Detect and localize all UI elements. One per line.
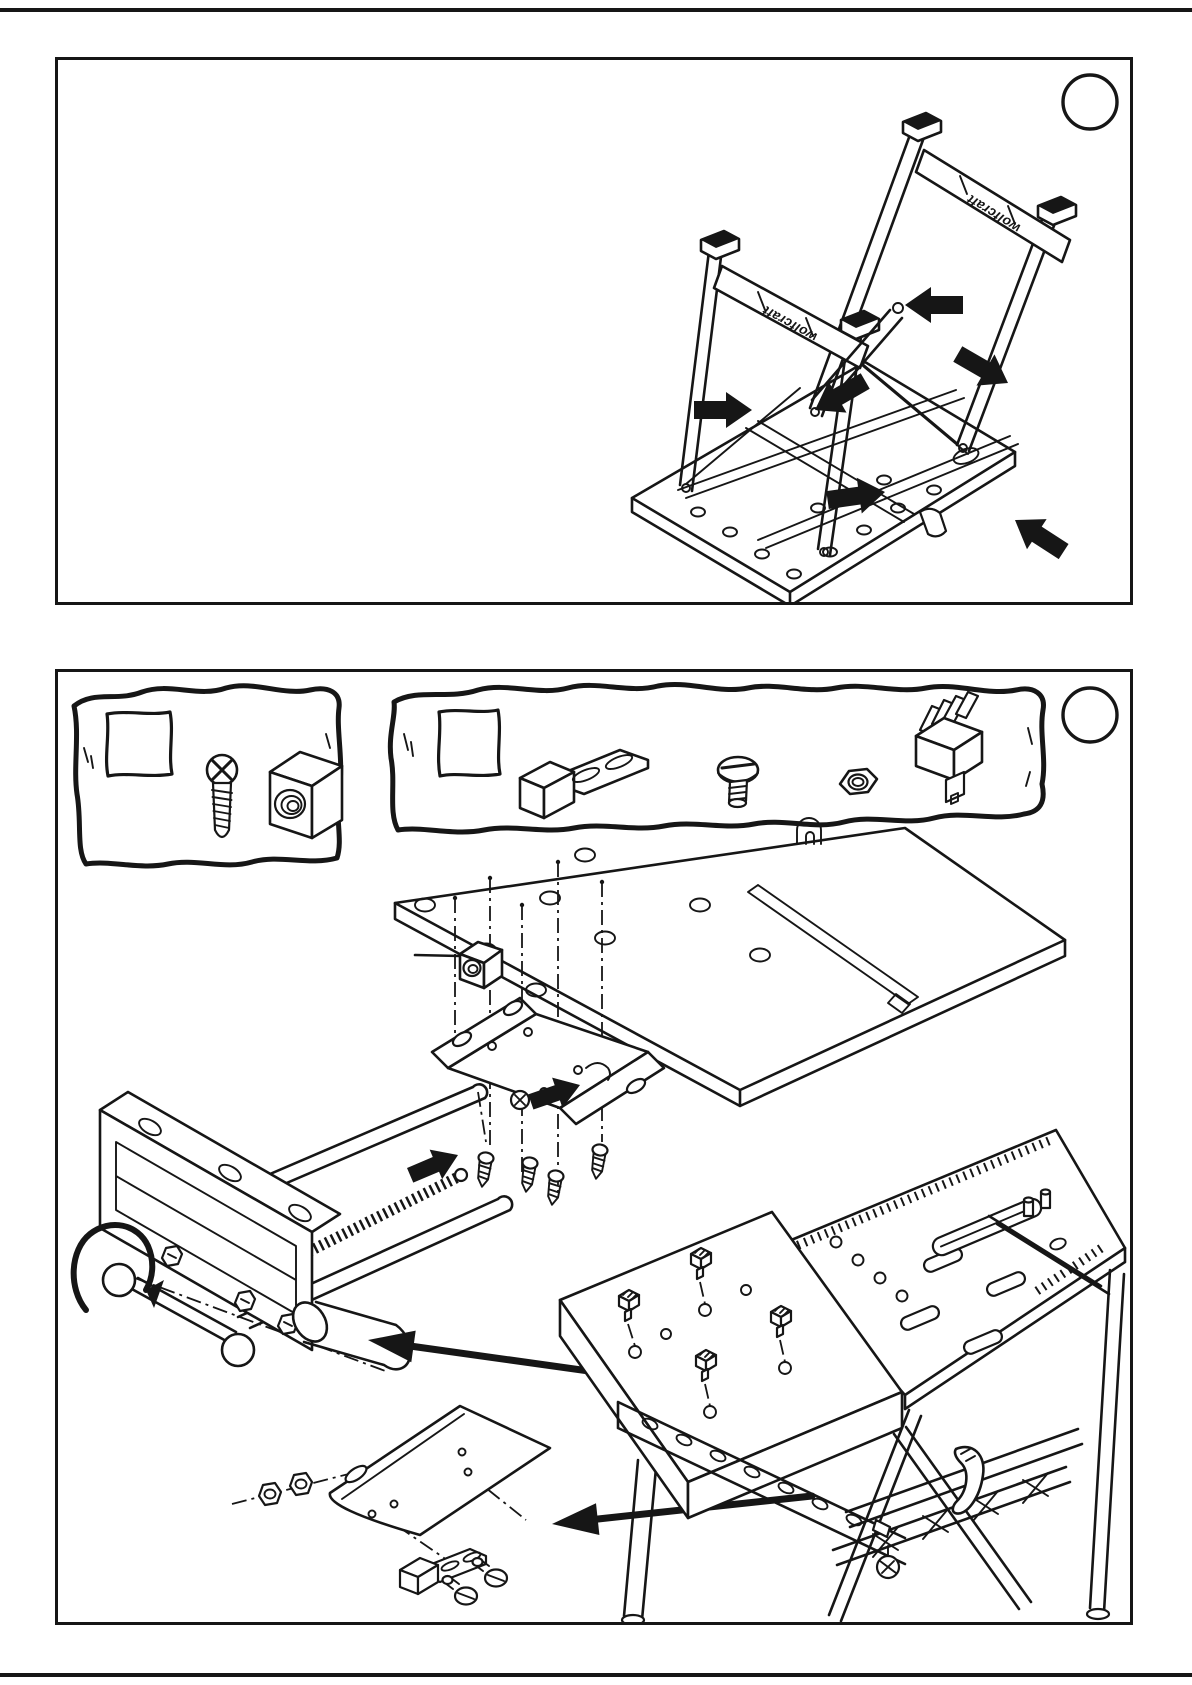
quantity-label-box — [439, 710, 500, 776]
square-nut-icon — [270, 752, 342, 838]
parts-box-left — [74, 686, 342, 866]
hex-nut-icon — [290, 1473, 312, 1495]
quantity-label-box — [107, 712, 172, 776]
brand-logo-front: wolfcraft — [760, 302, 820, 346]
arrow-left-icon — [368, 1331, 416, 1363]
workbench-base — [560, 1130, 1125, 1622]
parts-box-right — [390, 684, 1043, 831]
step-number-circle — [1063, 688, 1117, 742]
clamp-lever — [953, 1447, 984, 1513]
hex-nut-icon — [259, 1483, 281, 1505]
top-trim-line — [0, 8, 1192, 12]
step-panel-1 — [55, 57, 1133, 605]
step-1-illustration — [58, 60, 1130, 602]
slotted-screw-icon — [473, 1558, 508, 1587]
bottom-trim-line — [0, 1673, 1192, 1677]
brand-logo-rear: wolfcraft — [964, 191, 1023, 237]
step-2-illustration — [58, 672, 1130, 1622]
arrow-up-left-icon — [1005, 505, 1073, 567]
slotted-screw-icon — [443, 1576, 478, 1605]
arrow-up-right-icon — [404, 1140, 464, 1190]
bracket-screws — [475, 1144, 609, 1206]
step-number-circle — [1063, 75, 1117, 129]
apron-plate-group — [232, 1406, 550, 1605]
slotted-link-plate — [400, 1549, 486, 1594]
vise-assembly — [74, 1084, 512, 1372]
square-nut-callout — [415, 942, 502, 988]
arrow-left-icon — [905, 287, 963, 323]
step-panel-2 — [55, 669, 1133, 1625]
arrow-left-icon — [552, 1503, 599, 1535]
